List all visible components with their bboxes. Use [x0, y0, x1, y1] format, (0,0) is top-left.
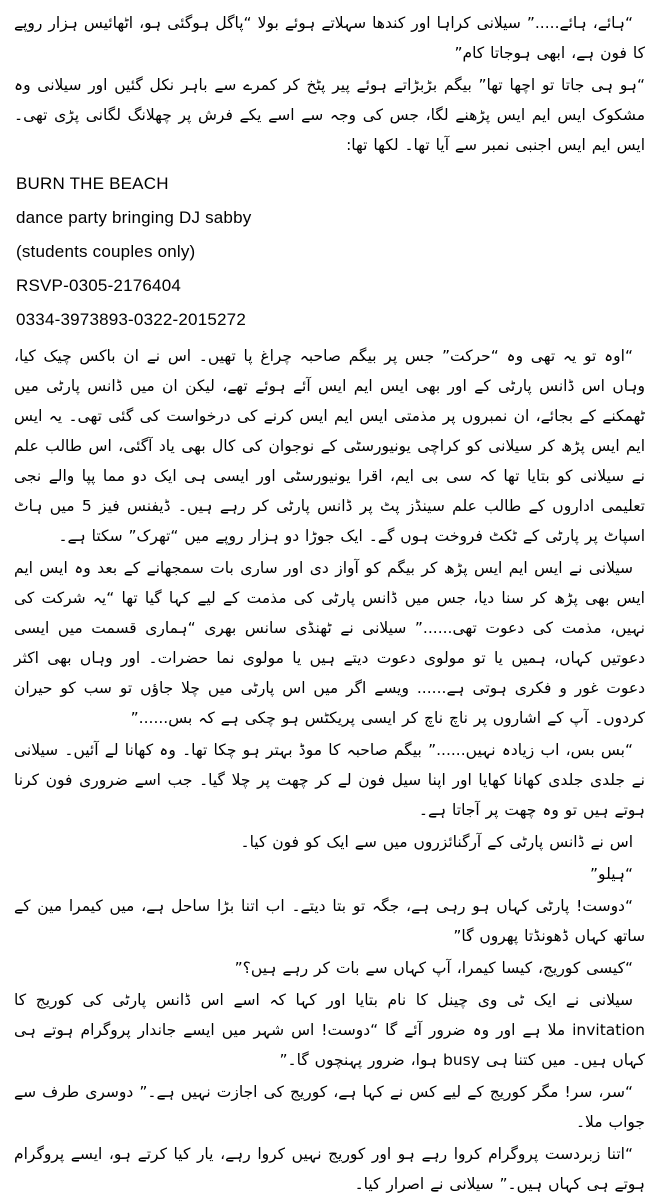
urdu-paragraph-dialogue-haye: “ہائے، ہائے.....” سیلانی کراہا اور کندھا سہلاتے ہوئے بولا “پاگل ہوگئی ہو، اٹھائیس ہزار روپے کا فون ہے، ابھی ہوجاتا کام” — [14, 14, 645, 62]
sms-line-dj: dance party bringing DJ sabby — [16, 208, 252, 227]
sms-text-block — [16, 174, 645, 329]
sms-line-title: BURN THE BEACH — [16, 174, 169, 193]
urdu-paragraph-mazammat-dawat: سیلانی نے ایس ایم ایس پڑھ کر بیگم کو آواز دی اور ساری بات سمجھانے کے بعد وہ ایس ایم ایس بھی پڑھ کر سنا دیا، جس میں ڈانس پارٹی کی مذمت کے لیے کہا گیا تھا “یہ شرکت کی نہیں، مذمت کی دعوت تھی......” سیلانی نے ٹھنڈی سانس بھری “ہماری قسمت میں ایسی دعوتیں کہاں، ہمیں یا تو مولوی دعوت دیتے ہیں یا مولوی نما حضرات۔ اور وہاں بھی اکثر دعوت غور و فکری ہوتی ہے...... ویسے اگر میں اس پارٹی میں چلا جاؤں تو سب کو حیران کردوں۔ آپ کے اشاروں پر ناچ ناچ کر ایسی پریکٹس ہو چکی ہے کہ بس......” — [14, 559, 645, 727]
urdu-paragraph-inbox-check: “اوہ تو یہ تھی وہ “حرکت” جس پر بیگم صاحبہ چراغ پا تھیں۔ اس نے ان باکس چیک کیا، وہاں اس ڈانس پارٹی کے اور بھی ایس ایم ایس آئے ہوئے تھے، لیکن ان میں ڈانس پارٹی میں ٹھمکنے کے بجائے، ان نمبروں پر مذمتی ایس ایم ایس کرنے کی درخواست کی گئی تھی۔ یہ ایس ایم ایس پڑھ کر سیلانی کو کراچی یونیورسٹی کے نوجوان کی کال بھی یاد آگئی، اس طالب علم نے سیلانی کو بتایا تھا کہ سی بی ایم، اقرا یونیورسٹی اور ایسی ہی ایک دو مما پپا والے نجی تعلیمی اداروں کے طالب علم سینڈز پٹ پر ڈانس پارٹی کر رہے ہیں۔ ڈیفنس فیز 5 میں ہاٹ اسپاٹ پر پارٹی کے ٹکٹ فروخت ہوں گے۔ ایک جوڑا دو ہزار روپے میں “تھرک” سکتا ہے۔ — [14, 347, 645, 545]
urdu-paragraph-kaisi-coverage: “کیسی کوریج، کیسا کیمرا، آپ کہاں سے بات کر رہے ہیں؟” — [234, 959, 633, 977]
urdu-paragraph-israr: “اتنا زبردست پروگرام کروا رہے ہو اور کوریج نہیں کروا رہے، یار کیا کرتے ہو، ایسے پروگرام ہوتے ہی کہاں ہیں۔” سیلانی نے اصرار کیا۔ — [14, 1145, 645, 1193]
urdu-paragraph-dost-party-kahan: “دوست! پارٹی کہاں ہو رہی ہے، جگہ تو بتا دیتے۔ اب اتنا بڑا ساحل ہے، میں کیمرا مین کے ساتھ کہاں ڈھونڈتا پھروں گا” — [14, 897, 645, 945]
urdu-paragraph-begum-sms: “ہو ہی جاتا تو اچھا تھا” بیگم بڑبڑاتے ہوئے پیر پٹخ کر کمرے سے باہر نکل گئیں اور سیلانی وہ مشکوک ایس ایم ایس پڑھنے لگا، جس کی وجہ سے اسے یکے فرش پر چھلانگ لگانی پڑی تھی۔ ایس ایم ایس اجنبی نمبر سے آیا تھا۔ لکھا تھا: — [14, 76, 645, 154]
urdu-paragraph-sir-no-coverage: “سر، سر! مگر کوریج کے لیے کس نے کہا ہے، کوریج کی اجازت نہیں ہے۔” دوسری طرف سے جواب ملا۔ — [14, 1083, 645, 1131]
sms-line-rsvp-number: RSVP-0305-2176404 — [16, 276, 182, 295]
urdu-paragraph-tv-channel-invitation: سیلانی نے ایک ٹی وی چینل کا نام بتایا اور کہا کہ اسے اس ڈانس پارٹی کی کوریج کا invitation ملا ہے اور وہ ضرور آئے گا “دوست! اس شہر میں ایسے جاندار پروگرام ہوتے ہی کہاں ہیں۔ میں کتنا ہی busy ہوا، ضرور پہنچوں گا۔” — [14, 991, 645, 1069]
sms-line-students: (students couples only) — [16, 242, 196, 261]
urdu-paragraph-khana-roof: “بس بس، اب زیادہ نہیں......” بیگم صاحبہ کا موڈ بہتر ہو چکا تھا۔ وہ کھانا لے آئیں۔ سیلانی نے جلدی جلدی کھانا کھایا اور اپنا سیل فون لے کر چھت پر چلا گیا۔ جب اسے ضروری فون کرنا ہوتے ہیں تو وہ چھت پر آجاتا ہے۔ — [14, 741, 645, 819]
urdu-paragraph-organizer-call: اس نے ڈانس پارٹی کے آرگنائزروں میں سے ایک کو فون کیا۔ — [240, 833, 633, 851]
urdu-paragraph-hello: “ہیلو” — [590, 865, 633, 883]
sms-line-phone-numbers: 0334-3973893-0322-2015272 — [16, 310, 246, 329]
